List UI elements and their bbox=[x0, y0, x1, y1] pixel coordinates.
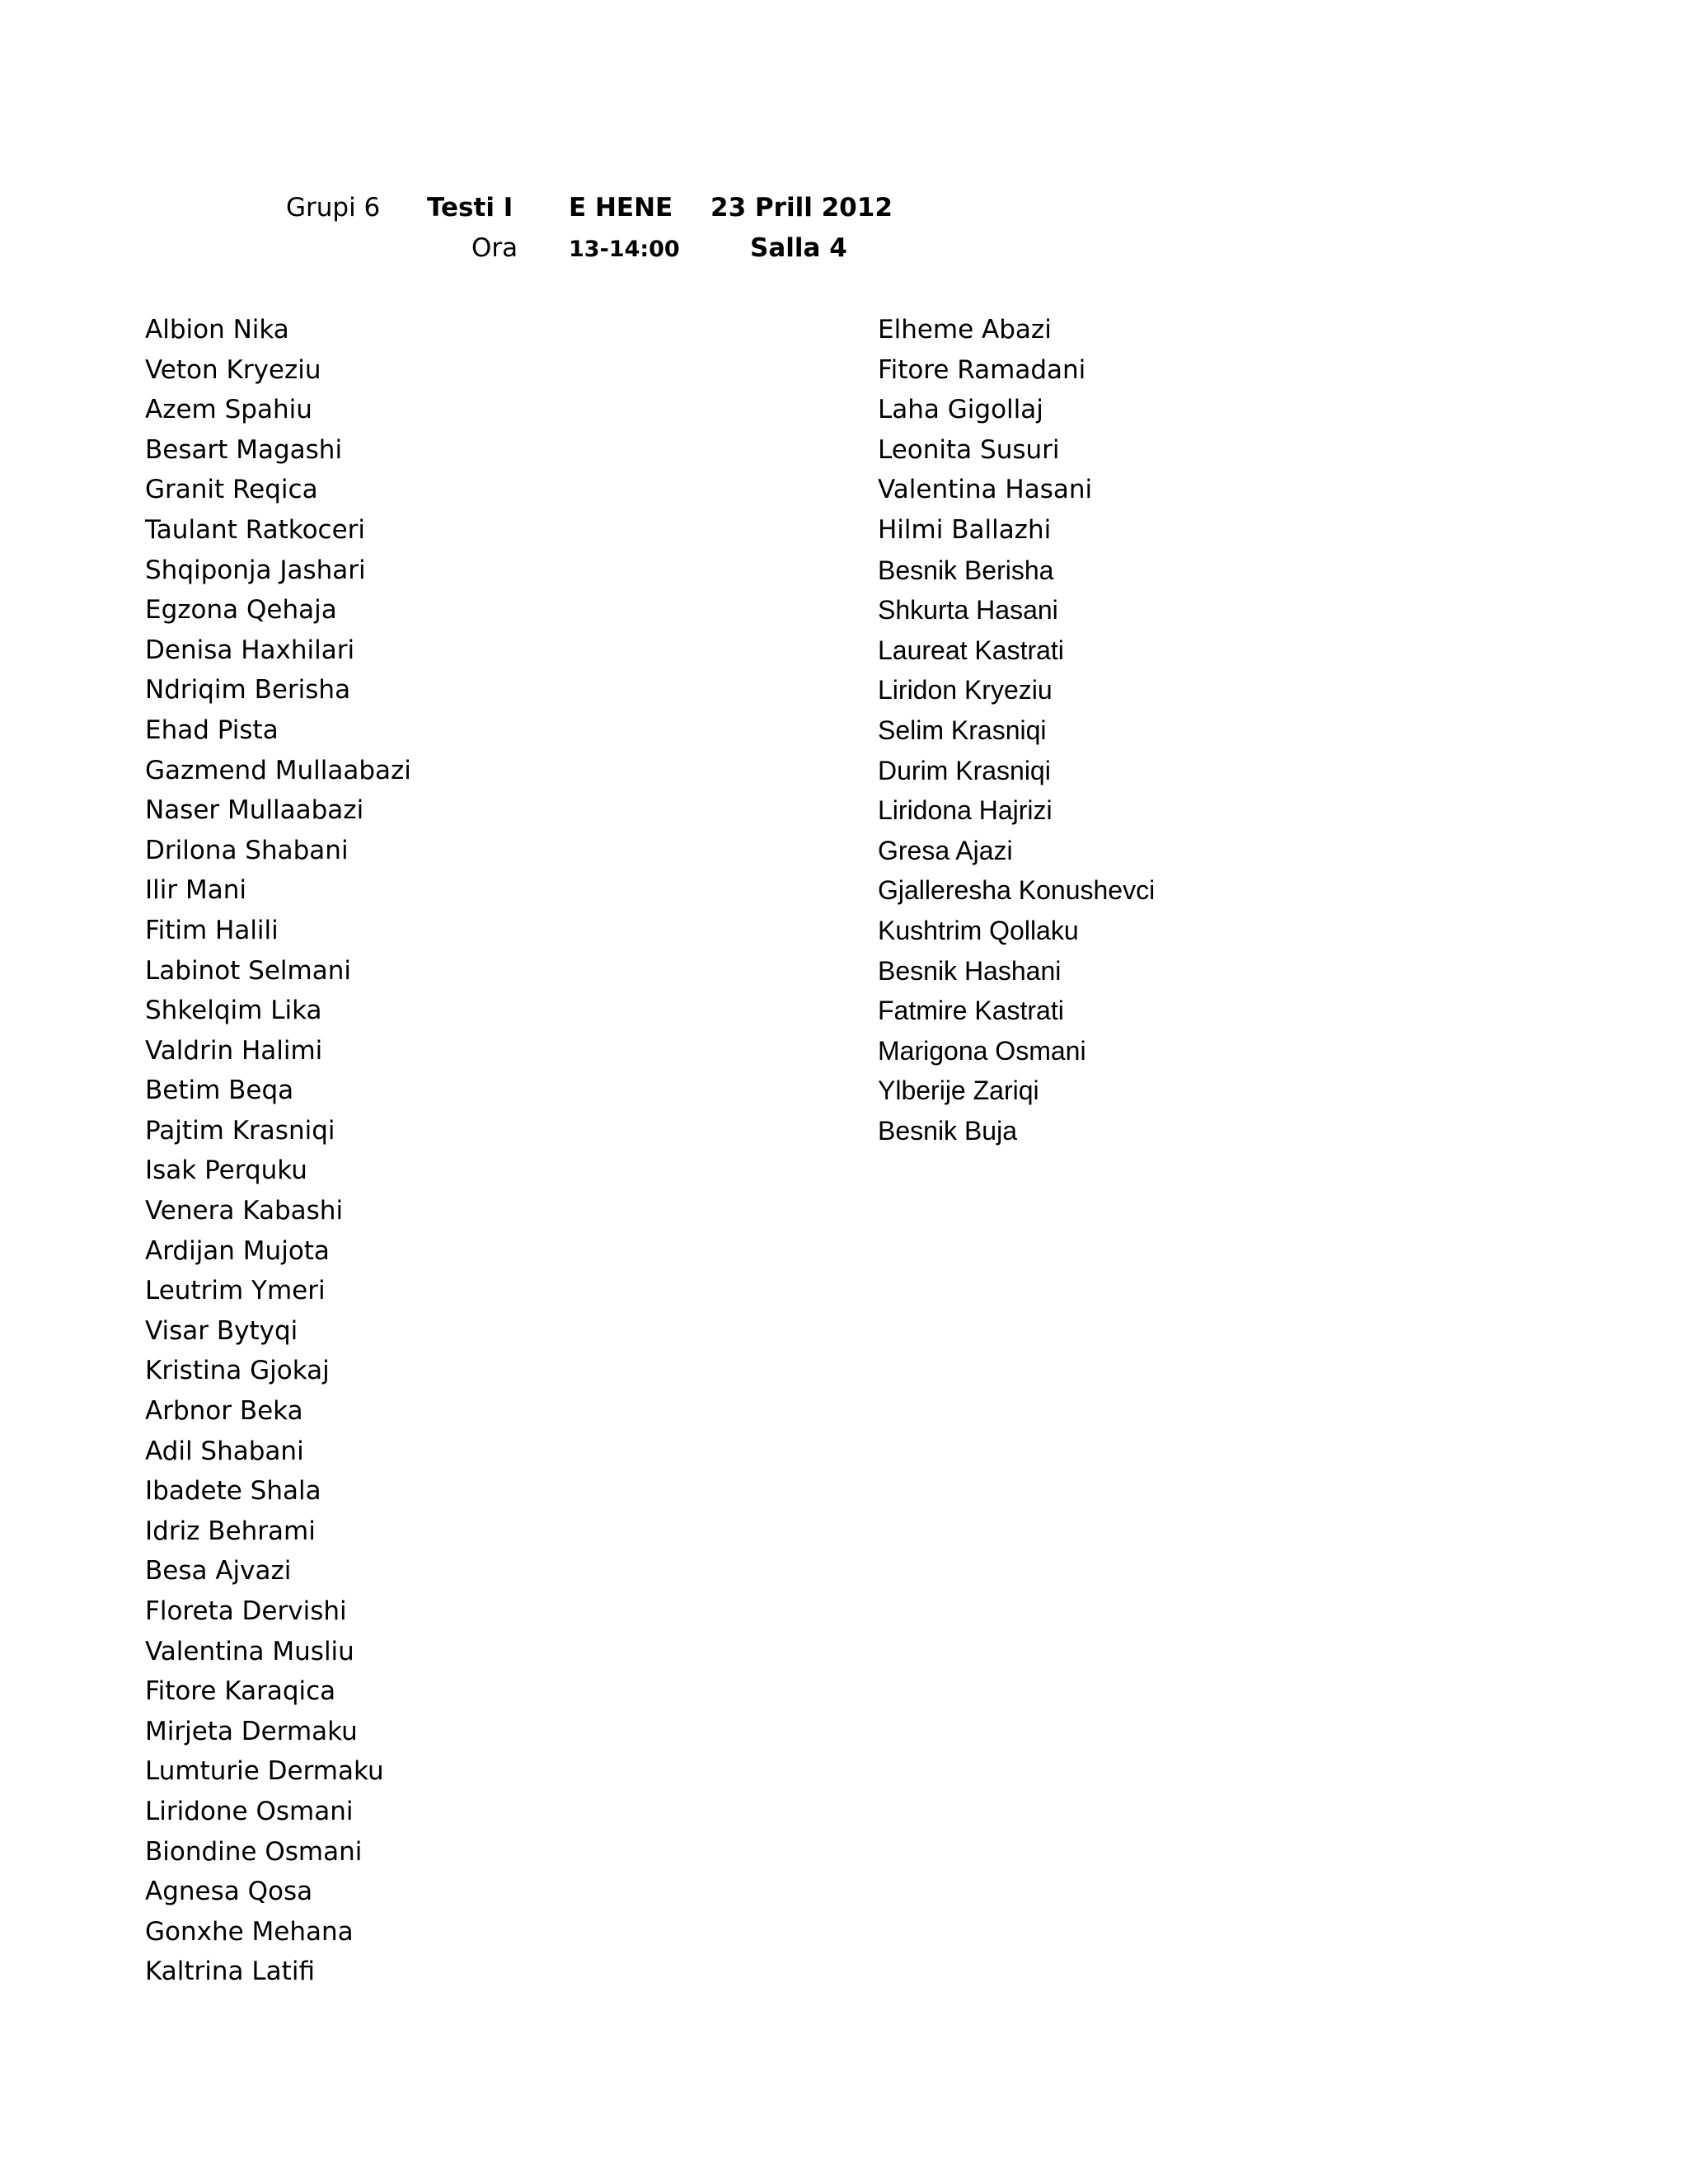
student-name: Valentina Musliu bbox=[145, 1636, 354, 1666]
student-list-right bbox=[878, 310, 1155, 1151]
student-name: Ehad Pista bbox=[145, 715, 279, 745]
student-name: Besart Magashi bbox=[145, 434, 343, 465]
student-name: Ardijan Mujota bbox=[145, 1235, 330, 1266]
student-name: Ndriqim Berisha bbox=[145, 675, 351, 705]
student-name: Mirjeta Dermaku bbox=[145, 1716, 358, 1746]
student-name: Denisa Haxhilari bbox=[145, 635, 355, 665]
student-name: Veton Kryeziu bbox=[145, 354, 321, 385]
student-name: Hilmi Ballazhi bbox=[878, 514, 1052, 545]
student-name: Gjalleresha Konushevci bbox=[878, 875, 1156, 906]
student-name: Fitore Karaqica bbox=[145, 1676, 336, 1707]
student-name: Visar Bytyqi bbox=[145, 1315, 298, 1346]
student-name: Gazmend Mullaabazi bbox=[145, 755, 411, 785]
student-name: Granit Reqica bbox=[145, 475, 318, 505]
student-name: Idriz Behrami bbox=[145, 1516, 316, 1546]
student-name: Fatmire Kastrati bbox=[878, 996, 1064, 1026]
student-name: Pajtim Krasniqi bbox=[145, 1115, 335, 1146]
student-name: Besnik Hashani bbox=[878, 955, 1062, 986]
student-name: Shkelqim Lika bbox=[145, 996, 322, 1026]
student-name: Kushtrim Qollaku bbox=[878, 915, 1079, 945]
student-name: Kaltrina Latifi bbox=[145, 1957, 315, 1987]
student-name: Fitore Ramadani bbox=[878, 354, 1086, 385]
student-name: Agnesa Qosa bbox=[145, 1877, 313, 1907]
student-name: Shkurta Hasani bbox=[878, 595, 1058, 626]
student-name: Liridone Osmani bbox=[145, 1796, 354, 1826]
student-list-left bbox=[145, 310, 411, 1992]
student-name: Liridona Hajrizi bbox=[878, 795, 1053, 826]
student-name: Floreta Dervishi bbox=[145, 1596, 347, 1626]
room-label: Salla 4 bbox=[750, 233, 847, 263]
student-name: Naser Mullaabazi bbox=[145, 795, 364, 826]
student-name: Durim Krasniqi bbox=[878, 755, 1051, 785]
student-name: Selim Krasniqi bbox=[878, 715, 1047, 745]
student-name: Taulant Ratkoceri bbox=[145, 514, 366, 545]
student-name: Shqiponja Jashari bbox=[145, 555, 366, 585]
student-name: Kristina Gjokaj bbox=[145, 1356, 330, 1386]
date-label: 23 Prill 2012 bbox=[710, 193, 893, 223]
day-label: E HENE bbox=[569, 193, 673, 223]
student-name: Venera Kabashi bbox=[145, 1196, 344, 1226]
student-name: Leutrim Ymeri bbox=[145, 1276, 326, 1306]
student-name: Biondine Osmani bbox=[145, 1836, 363, 1867]
student-name: Leonita Susuri bbox=[878, 434, 1060, 465]
student-name: Liridon Kryeziu bbox=[878, 675, 1053, 705]
student-name: Betim Beqa bbox=[145, 1076, 294, 1106]
student-name: Ibadete Shala bbox=[145, 1476, 321, 1507]
student-name: Drilona Shabani bbox=[145, 835, 349, 865]
student-name: Ylberije Zariqi bbox=[878, 1076, 1039, 1106]
time-value: 13-14:00 bbox=[569, 237, 680, 262]
student-name: Ilir Mani bbox=[145, 875, 246, 906]
group-label: Grupi 6 bbox=[286, 193, 381, 223]
student-name: Labinot Selmani bbox=[145, 955, 351, 986]
student-name: Laureat Kastrati bbox=[878, 635, 1064, 665]
student-name: Egzona Qehaja bbox=[145, 595, 337, 626]
student-name: Fitim Halili bbox=[145, 915, 279, 945]
student-name: Elheme Abazi bbox=[878, 315, 1052, 344]
student-name: Adil Shabani bbox=[145, 1436, 304, 1466]
student-name: Besnik Buja bbox=[878, 1115, 1017, 1146]
student-name: Lumturie Dermaku bbox=[145, 1756, 384, 1787]
student-name: Laha Gigollaj bbox=[878, 395, 1043, 425]
test-label: Testi I bbox=[427, 193, 513, 223]
student-name: Marigona Osmani bbox=[878, 1035, 1086, 1066]
student-name: Arbnor Beka bbox=[145, 1396, 303, 1427]
student-name: Albion Nika bbox=[145, 315, 289, 344]
student-name: Valdrin Halimi bbox=[145, 1035, 323, 1066]
student-name: Azem Spahiu bbox=[145, 395, 312, 425]
student-name: Besa Ajvazi bbox=[145, 1556, 292, 1586]
student-name: Gresa Ajazi bbox=[878, 835, 1013, 865]
student-name: Besnik Berisha bbox=[878, 555, 1054, 585]
time-caption: Ora bbox=[471, 233, 518, 263]
student-name: Valentina Hasani bbox=[878, 475, 1093, 505]
student-name: Isak Perquku bbox=[145, 1155, 307, 1186]
student-name: Gonxhe Mehana bbox=[145, 1916, 354, 1947]
